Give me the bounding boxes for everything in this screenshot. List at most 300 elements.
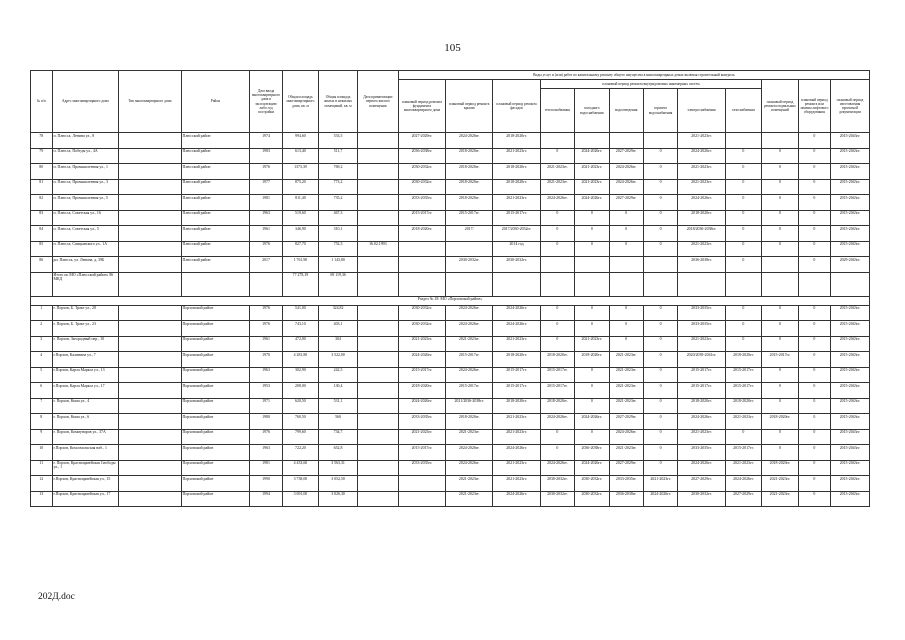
sewer-cell: 2021-2023гг. (609, 352, 643, 368)
header-address: Адрес многоквартирного дома (52, 71, 119, 133)
table-row (31, 305, 870, 321)
address-cell: г. Порхов, Загородный пер., 10 (52, 336, 119, 352)
gas-cell: 2015-2017гг. (725, 367, 762, 383)
header-heating: теплоснабжения (540, 89, 574, 133)
foundation-cell: 2030-2032гг. (398, 321, 445, 337)
section-title: Раздел № 18: МО «Порховский район» (31, 296, 870, 305)
district-cell: Порховский район (181, 336, 250, 352)
year-cell: 1976 (250, 321, 282, 337)
gas-cell: 2024-2026гг. (725, 476, 762, 492)
table-row (31, 195, 870, 211)
table-row (31, 429, 870, 445)
cold-water-cell: 2036-2038гг. (575, 445, 609, 461)
elevator-cell: 0 (798, 352, 830, 368)
foundation-cell: 2036-2038гг. (398, 148, 445, 164)
electric-cell: 2018-2020гг. (678, 210, 725, 226)
basement-cell: 0 (762, 398, 799, 414)
foundation-cell (398, 476, 445, 492)
table-row (31, 476, 870, 492)
project-docs-cell: 2015-2043гг. (831, 383, 870, 399)
foundation-cell: 2024-2026гг. (398, 352, 445, 368)
header-project-docs: плановый период изготовления проектной документации (831, 80, 870, 133)
type-cell (119, 398, 181, 414)
address-cell: г.Порхов, Красноармейская ул., 15 (52, 476, 119, 492)
area-cell: 3 738,00 (282, 476, 319, 492)
project-docs-cell: 2015-2043гг. (831, 195, 870, 211)
area-cell: 722,20 (282, 445, 319, 461)
area-cell: 3 691,00 (282, 491, 319, 507)
row-num: 7 (31, 398, 53, 414)
residential-area-cell: 560 (319, 414, 358, 430)
project-docs-cell: 2015-2043гг. (831, 164, 870, 180)
roof-cell: 2021-2023гг. (446, 476, 493, 492)
sewer-cell: 2036-2038гг. (609, 491, 643, 507)
sewer-cell: 2021-2023гг. (609, 445, 643, 461)
project-docs-cell: 2015-2043гг. (831, 321, 870, 337)
basement-cell (762, 257, 799, 273)
cold-water-cell: 2024-2026гг. (575, 414, 609, 430)
facade-cell: 2024-2026гг. (493, 491, 540, 507)
cold-water-cell: 0 (575, 210, 609, 226)
basement-cell: 0 (762, 210, 799, 226)
electric-cell: 2030-2032гг. (678, 491, 725, 507)
district-cell: Порховский район (181, 460, 250, 476)
cold-water-cell: 2024-2026гг. (575, 195, 609, 211)
table-header (31, 71, 870, 133)
row-num: 8 (31, 414, 53, 430)
gas-cell: 2018-2020гг. (725, 398, 762, 414)
residential-area-cell: 511,7 (319, 148, 358, 164)
address-cell: п. Плюсса, Промышленная ул., 5 (52, 195, 119, 211)
type-cell (119, 336, 181, 352)
hot-water-cell (643, 133, 677, 149)
sewer-cell: 2033-2035гг. (609, 476, 643, 492)
sewer-cell: 2027-2029гг. (609, 195, 643, 211)
residential-area-cell: 734,7 (319, 429, 358, 445)
year-cell: 1977 (250, 179, 282, 195)
residential-area-cell: 1 143,80 (319, 257, 358, 273)
heating-cell: 2030-2032гг. (540, 476, 574, 492)
project-docs-cell: 2015-2043гг. (831, 336, 870, 352)
basement-cell (762, 133, 799, 149)
row-num: 6 (31, 383, 53, 399)
row-num: 78 (31, 133, 53, 149)
privatization-cell (357, 352, 398, 368)
roof-cell: 2015-2017гг. (446, 210, 493, 226)
address-cell: г. Порхов, Коммунаров ул., 37А (52, 429, 119, 445)
electric-cell: 2021-2023гг. (678, 179, 725, 195)
heating-cell: 2021-2023гг. (540, 164, 574, 180)
elevator-cell: 0 (798, 367, 830, 383)
electric-cell: 2018/2036-2038гг. (678, 226, 725, 242)
project-docs-cell: 2015-2043гг. (831, 179, 870, 195)
sewer-cell: 2021-2023гг. (609, 398, 643, 414)
type-cell (119, 195, 181, 211)
total-row (31, 272, 870, 296)
address-cell: г. Порхов, Красноармейская Свободы ул., 1 (52, 460, 119, 476)
cold-water-cell (575, 133, 609, 149)
heating-cell: 2015-2017гг. (540, 367, 574, 383)
cold-water-cell (575, 257, 609, 273)
project-docs-cell: 2015-2043гг. (831, 241, 870, 257)
district-cell: Плюсский район (181, 226, 250, 242)
foundation-cell: 2018-2020гг. (398, 226, 445, 242)
gas-cell: 0 (725, 210, 762, 226)
electric-cell: 2021-2023гг. (678, 336, 725, 352)
row-num: 10 (31, 445, 53, 461)
privatization-cell (357, 336, 398, 352)
privatization-cell (357, 305, 398, 321)
table-row (31, 241, 870, 257)
year-cell: 1976 (250, 305, 282, 321)
roof-cell: 2024-2026гг. (446, 321, 493, 337)
area-cell: 346,90 (282, 226, 319, 242)
table-row (31, 414, 870, 430)
gas-cell: 0 (725, 195, 762, 211)
address-cell: г. Порхов, Б. Тракт ул., 23 (52, 321, 119, 337)
address-cell: г. Порхов, Кима ул., 4 (52, 398, 119, 414)
electric-cell: 2015-2017гг. (678, 383, 725, 399)
page-number: 105 (444, 42, 461, 54)
area-cell: 4 433,60 (282, 460, 319, 476)
hot-water-cell: 0 (643, 414, 677, 430)
elevator-cell: 0 (798, 414, 830, 430)
sewer-cell: 0 (609, 305, 643, 321)
project-docs-cell: 2015-2043гг. (831, 352, 870, 368)
residential-area-cell: 242,5 (319, 367, 358, 383)
sewer-cell: 0 (609, 210, 643, 226)
project-docs-cell: 2015-2043гг. (831, 148, 870, 164)
heating-cell (540, 257, 574, 273)
basement-cell: 0 (762, 195, 799, 211)
header-total-area: Общая площадь многоквартирного дома, кв. м (282, 71, 319, 133)
header-hot-water: горячего водоснабжения (643, 89, 677, 133)
electric-cell: 2024-2026гг. (678, 414, 725, 430)
year-cell: 2017 (250, 257, 282, 273)
cold-water-cell: 0 (575, 305, 609, 321)
sewer-cell: 2021-2023гг. (609, 367, 643, 383)
basement-cell: 0 (762, 241, 799, 257)
header-basement: плановый период ремонта подвальных помещений (762, 80, 799, 133)
basement-cell: 0 (762, 179, 799, 195)
facade-cell: 2021-2023гг. (493, 148, 540, 164)
year-cell: 1961 (250, 336, 282, 352)
residential-area-cell: 735,2 (319, 195, 358, 211)
row-num: 86 (31, 257, 53, 273)
privatization-cell (357, 476, 398, 492)
type-cell (119, 210, 181, 226)
row-num: 81 (31, 179, 53, 195)
type-cell (119, 257, 181, 273)
hot-water-cell: 0 (643, 321, 677, 337)
section-row (31, 296, 870, 305)
type-cell (119, 383, 181, 399)
electric-cell: 2033-2035гг. (678, 321, 725, 337)
district-cell: Порховский район (181, 476, 250, 492)
roof-cell: 2024-2026гг. (446, 305, 493, 321)
area-cell: 620,50 (282, 398, 319, 414)
facade-cell: 2021-2023гг. (493, 195, 540, 211)
cold-water-cell: 0 (575, 383, 609, 399)
cold-water-cell: 2030-2032гг. (575, 476, 609, 492)
table-row (31, 148, 870, 164)
sewer-cell: 2021-2023гг. (609, 383, 643, 399)
area-cell: 1373,39 (282, 164, 319, 180)
elevator-cell: 0 (798, 241, 830, 257)
foundation-cell (398, 491, 445, 507)
hot-water-cell: 0 (643, 398, 677, 414)
roof-cell: 2015-2017гг. (446, 352, 493, 368)
header-electric: электроснабжения (678, 89, 725, 133)
address-cell: п. Плюсса, Победы ул., 4А (52, 148, 119, 164)
heating-cell: 2018-2020гг. (540, 352, 574, 368)
foundation-cell (398, 257, 445, 273)
residential-area-cell: 324,82 (319, 305, 358, 321)
gas-cell: 2018-2020гг. (725, 352, 762, 368)
gas-cell: 0 (725, 321, 762, 337)
year-cell: 1976 (250, 164, 282, 180)
heating-cell: 2021-2023гг. (540, 179, 574, 195)
elevator-cell: 0 (798, 476, 830, 492)
residential-area-cell: 467,3 (319, 210, 358, 226)
basement-cell: 0 (762, 367, 799, 383)
roof-cell: 2018-2020гг. (446, 195, 493, 211)
project-docs-cell: 2015-2043гг. (831, 429, 870, 445)
electric-cell: 2020/2039-2041гг. (678, 352, 725, 368)
hot-water-cell: 0 (643, 352, 677, 368)
facade-cell: 2018-2020гг. (493, 179, 540, 195)
header-type: Тип многоквартирного дома (119, 71, 181, 133)
facade-cell: 2017/2030-2032гг. (493, 226, 540, 242)
year-cell: 1963 (250, 445, 282, 461)
heating-cell: 2030-2032гг. (540, 491, 574, 507)
area-cell: 760,50 (282, 414, 319, 430)
elevator-cell: 0 (798, 398, 830, 414)
roof-cell: 2021-2023гг. (446, 336, 493, 352)
foundation-cell: 2015-2017гг. (398, 445, 445, 461)
header-num: № п/п (31, 71, 53, 133)
hot-water-cell: 0 (643, 241, 677, 257)
type-cell (119, 241, 181, 257)
address-cell: п. Плюсса, Промышленная ул., 1 (52, 164, 119, 180)
facade-cell: 2021-2023гг. (493, 336, 540, 352)
hot-water-cell: 2021-2023гг. (643, 476, 677, 492)
header-residential-area: Общая площадь жилых и нежилых помещений, кв. м (319, 71, 358, 133)
district-cell: Порховский район (181, 414, 250, 430)
basement-cell: 0 (762, 445, 799, 461)
foundation-cell: 2021-2023гг. (398, 429, 445, 445)
project-docs-cell: 2029-2043гг. (831, 257, 870, 273)
elevator-cell: 0 (798, 133, 830, 149)
area-cell: 4 281,80 (282, 352, 319, 368)
area-cell: 827,70 (282, 241, 319, 257)
address-cell: п. Плюсса, Ленина ул., 8 (52, 133, 119, 149)
residential-area-cell: 769,2 (319, 164, 358, 180)
privatization-cell (357, 195, 398, 211)
elevator-cell: 0 (798, 305, 830, 321)
type-cell (119, 352, 181, 368)
privatization-cell (357, 491, 398, 507)
basement-cell: 2018-2020гг. (762, 460, 799, 476)
privatization-cell (357, 179, 398, 195)
sewer-cell (609, 257, 643, 273)
table-row (31, 257, 870, 273)
project-docs-cell: 2015-2043гг. (831, 414, 870, 430)
table-row (31, 164, 870, 180)
sewer-cell: 0 (609, 226, 643, 242)
privatization-cell (357, 460, 398, 476)
hot-water-cell: 0 (643, 195, 677, 211)
facade-cell: 2018-2020гг. (493, 164, 540, 180)
basement-cell: 2021-2023гг. (762, 476, 799, 492)
cold-water-cell: 2018-2020гг. (575, 352, 609, 368)
privatization-cell (357, 429, 398, 445)
foundation-cell: 2030-2032гг. (398, 179, 445, 195)
sewer-cell: 2027-2029гг. (609, 148, 643, 164)
elevator-cell: 0 (798, 210, 830, 226)
header-gas: газоснабжения (725, 89, 762, 133)
heating-cell: 2015-2017гг. (540, 383, 574, 399)
type-cell (119, 445, 181, 461)
year-cell: 1963 (250, 210, 282, 226)
year-cell: 1961 (250, 226, 282, 242)
gas-cell: 0 (725, 226, 762, 242)
footer-filename: 202Д.doc (38, 592, 75, 602)
heating-cell: 0 (540, 336, 574, 352)
table-body-porkhov (31, 305, 870, 507)
table-row (31, 383, 870, 399)
facade-cell: 2018-2020гг. (493, 398, 540, 414)
project-docs-cell: 2015-2043гг. (831, 305, 870, 321)
table-row (31, 210, 870, 226)
heating-cell: 2024-2026гг. (540, 414, 574, 430)
electric-cell: 2015-2017гг. (678, 367, 725, 383)
cold-water-cell: 0 (575, 398, 609, 414)
table-row (31, 367, 870, 383)
sewer-cell (609, 133, 643, 149)
sewer-cell: 2024-2026гг. (609, 429, 643, 445)
district-cell: Порховский район (181, 321, 250, 337)
header-sewer: водоотведения (609, 89, 643, 133)
basement-cell: 0 (762, 336, 799, 352)
facade-cell: 2030-2032гг. (493, 257, 540, 273)
district-cell: Плюсский район (181, 195, 250, 211)
elevator-cell: 0 (798, 460, 830, 476)
area-cell: 875,20 (282, 179, 319, 195)
facade-cell: 2014 год (493, 241, 540, 257)
row-num: 11 (31, 460, 53, 476)
sewer-cell: 2027-2029гг. (609, 414, 643, 430)
type-cell (119, 476, 181, 492)
basement-cell: 2018-2020гг. (762, 414, 799, 430)
hot-water-cell: 0 (643, 445, 677, 461)
gas-cell: 2021-2023гг. (725, 414, 762, 430)
electric-cell: 2018-2020гг. (678, 398, 725, 414)
hot-water-cell: 0 (643, 383, 677, 399)
year-cell: 1990 (250, 476, 282, 492)
address-cell: рп. Плюсса, ул. Ленина, д. 39Б (52, 257, 119, 273)
electric-cell: 2021-2023гг. (678, 164, 725, 180)
district-cell: Порховский район (181, 383, 250, 399)
district-cell: Порховский район (181, 445, 250, 461)
electric-cell: 2024-2026гг. (678, 148, 725, 164)
facade-cell: 2024-2026гг. (493, 445, 540, 461)
roof-cell: 2018-2020гг. (446, 164, 493, 180)
elevator-cell: 0 (798, 383, 830, 399)
foundation-cell: 2015-2017гг. (398, 367, 445, 383)
year-cell: 1994 (250, 491, 282, 507)
privatization-cell (357, 367, 398, 383)
type-cell (119, 133, 181, 149)
sewer-cell: 2024-2026гг. (609, 164, 643, 180)
area-cell: 519,60 (282, 210, 319, 226)
row-num: 4 (31, 352, 53, 368)
roof-cell: 2015-2017гг. (446, 383, 493, 399)
electric-cell: 2033-2035гг. (678, 445, 725, 461)
facade-cell: 2024-2026гг. (493, 305, 540, 321)
header-cold-water: холодного водоснабжения (575, 89, 609, 133)
privatization-cell (357, 414, 398, 430)
foundation-cell: 2030-2032гг. (398, 305, 445, 321)
foundation-cell: 2033-2035гг. (398, 414, 445, 430)
cold-water-cell: 0 (575, 429, 609, 445)
year-cell: 1971 (250, 398, 282, 414)
gas-cell: 0 (725, 164, 762, 180)
table-body-total (31, 272, 870, 305)
privatization-cell (357, 148, 398, 164)
project-docs-cell: 2015-2043гг. (831, 133, 870, 149)
roof-cell (446, 241, 493, 257)
heating-cell: 0 (540, 241, 574, 257)
basement-cell: 0 (762, 226, 799, 242)
privatization-cell (357, 398, 398, 414)
row-num: 13 (31, 491, 53, 507)
address-cell: п. Плюсса, Советская ул., 16 (52, 210, 119, 226)
header-district: Район (181, 71, 250, 133)
heating-cell: 2024-2026гг. (540, 460, 574, 476)
basement-cell: 0 (762, 321, 799, 337)
privatization-cell (357, 321, 398, 337)
electric-cell: 2024-2026гг. (678, 460, 725, 476)
privatization-cell (357, 226, 398, 242)
row-num: 82 (31, 195, 53, 211)
gas-cell: 0 (725, 429, 762, 445)
type-cell (119, 179, 181, 195)
year-cell: 1983 (250, 148, 282, 164)
roof-cell: 2024-2026гг. (446, 133, 493, 149)
privatization-cell: 16.02.1993 (357, 241, 398, 257)
elevator-cell: 0 (798, 257, 830, 273)
cold-water-cell: 2030-2032гг. (575, 491, 609, 507)
sewer-cell: 2024-2026гг. (609, 179, 643, 195)
elevator-cell: 0 (798, 445, 830, 461)
residential-area-cell: 3 522,00 (319, 352, 358, 368)
electric-cell: 2033-2035гг. (678, 305, 725, 321)
roof-cell: 2017/ (446, 226, 493, 242)
address-cell: г. Порхов, Кима ул., 6 (52, 414, 119, 430)
heating-cell: 0 (540, 148, 574, 164)
electric-cell: 2021-2023гг. (678, 133, 725, 149)
district-cell: Порховский район (181, 429, 250, 445)
facade-cell: 2015-2017гг. (493, 367, 540, 383)
table-row (31, 460, 870, 476)
heating-cell: 0 (540, 226, 574, 242)
district-cell: Плюсский район (181, 148, 250, 164)
heating-cell: 2018-2020гг. (540, 398, 574, 414)
year-cell: 1970 (250, 352, 282, 368)
type-cell (119, 367, 181, 383)
elevator-cell: 0 (798, 226, 830, 242)
